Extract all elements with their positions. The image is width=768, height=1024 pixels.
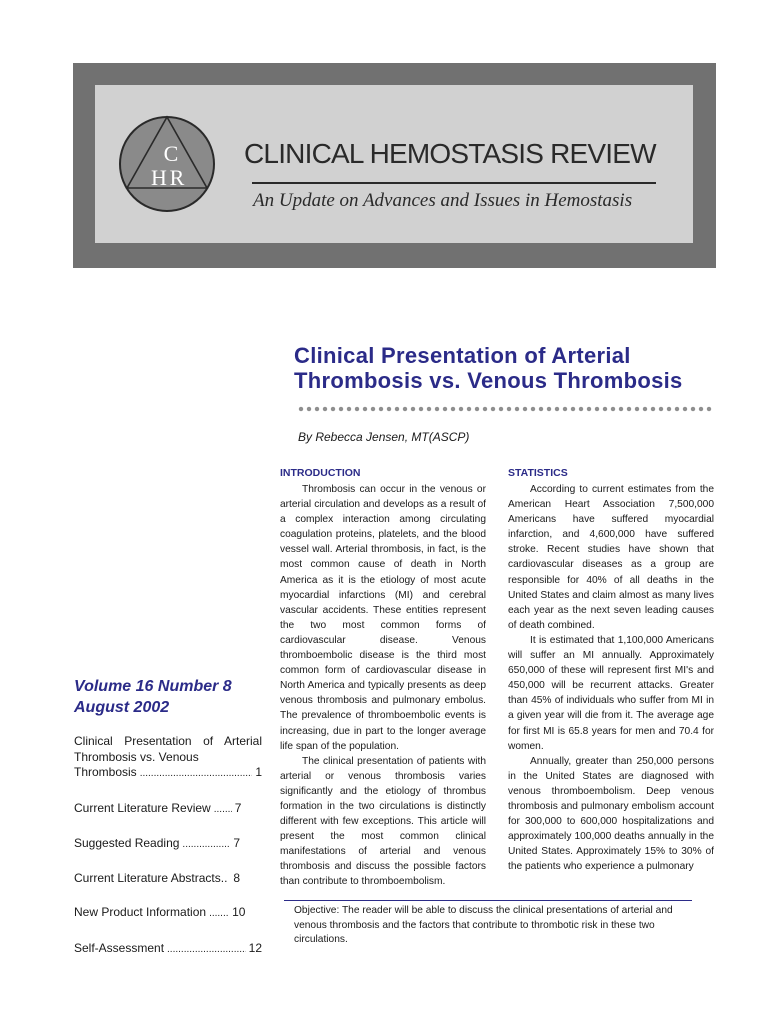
- toc-page-number: 12: [248, 940, 262, 955]
- title-divider: [252, 182, 656, 184]
- author-byline: By Rebecca Jensen, MT(ASCP): [298, 430, 470, 444]
- logo-letter-r: R: [169, 165, 185, 190]
- introduction-section: [280, 466, 486, 890]
- toc-entry-literature-review[interactable]: [74, 801, 262, 818]
- statistics-paragraph: It is estimated that 1,100,000 Americans will suffer an MI annually. Approximately 650,000 of these will represent first MI's and 450,000 will be recurrent attacks. Greater than 45% of individuals who suffer from MI in a given year will die from it. The average age for first MI is 65.8 years for men and 70.4 for women.: [508, 634, 714, 752]
- toc-entry-label: Clinical Presentation of Arterial Thrombosis vs. Venous: [74, 734, 262, 764]
- statistics-heading: STATISTICS: [508, 467, 568, 479]
- toc-entry-label: Current Literature Review: [74, 800, 211, 815]
- toc-page-number: 7: [234, 800, 242, 815]
- toc-entry-label: Suggested Reading: [74, 836, 180, 850]
- introduction-heading: INTRODUCTION: [280, 467, 361, 479]
- toc-leader: [209, 906, 229, 922]
- toc-page-number: 8: [233, 870, 241, 885]
- issue-date: August 2002: [74, 699, 170, 716]
- toc-entry-suggested-reading[interactable]: [74, 836, 262, 853]
- toc-leader: [182, 837, 230, 853]
- journal-title: CLINICAL HEMOSTASIS REVIEW: [244, 138, 656, 169]
- table-of-contents: [74, 734, 262, 957]
- introduction-paragraph: The clinical presentation of patients with arterial or venous thrombosis varies significantly and the etiology of thrombus formation in the two circulations is distinctly different with few exceptions. This article will present the most common clinical manifestations of arterial and venous thrombosis and discuss the possible factors than contribute to thromboembolism.: [280, 755, 486, 888]
- toc-page-number: 7: [233, 836, 241, 850]
- journal-subtitle: An Update on Advances and Issues in Hemostasis: [253, 190, 633, 211]
- toc-entry-literature-abstracts[interactable]: [74, 871, 262, 887]
- statistics-paragraph: Annually, greater than 250,000 persons in the United States are diagnosed with venous thromboembolism. Deep venous thrombosis and pulmonary embolism account for 300,000 to 600,000 hospitalizations and approximately 100,000 deaths annually in the United States. Approximately 15% to 30% of the patients who experience a pulmonary: [508, 755, 714, 873]
- article-title: Clinical Presentation of Arterial Thrombosis vs. Venous Thrombosis: [294, 343, 683, 393]
- toc-leader: [140, 766, 253, 782]
- statistics-paragraph: According to current estimates from the American Heart Association 7,500,000 Americans have suffered myocardial infarction, and 4,600,000 have suffered stroke. Recent studies have shown that cardiovascular diseases as a group are responsible for 40% of all deaths in the United States and claim almost as many lives each year as the next seven leading causes of death combined.: [508, 484, 714, 631]
- toc-page-number: 10: [232, 905, 246, 919]
- issue-volume: Volume 16 Number 8: [74, 678, 232, 695]
- logo-letter-h: H: [151, 165, 167, 190]
- toc-entry-self-assessment[interactable]: [74, 941, 262, 958]
- dotted-divider: [297, 406, 713, 412]
- toc-leader: [167, 942, 246, 958]
- toc-entry-label: Current Literature Abstracts..: [74, 870, 228, 885]
- toc-entry-clinical-presentation[interactable]: [74, 734, 262, 782]
- logo-letter-c: C: [163, 141, 179, 166]
- toc-entry-new-product[interactable]: [74, 905, 262, 922]
- toc-entry-label-last: Thrombosis: [74, 765, 137, 779]
- introduction-paragraph: Thrombosis can occur in the venous or arterial circulation and develops as a result of a complex interaction among circulating coagulation proteins, platelets, and the blood vessel wall. Arterial thrombosis, in fact, is the most common cause of death in North America as it is the etiology of most acute myocardial infarctions (MI) and cerebral vascular accidents. These entities represent the two most common forms of cardiovascular disease. Venous thromboembolic disease is the third most common form of cardiovascular disease in North America and typically presents as deep venous thrombosis and pulmonary embolus. The prevalence of thromboembolic events is increasing, due in part to the longer average life span of the population.: [280, 484, 486, 752]
- toc-entry-label: New Product Information: [74, 905, 207, 919]
- statistics-section: [508, 466, 714, 874]
- chr-logo: [117, 114, 217, 214]
- issue-info: [74, 676, 232, 718]
- toc-entry-label: Self-Assessment: [74, 940, 165, 955]
- toc-page-number: 1: [255, 765, 262, 779]
- toc-leader: [214, 802, 232, 818]
- objective-box: Objective: The reader will be able to discuss the clinical presentations of arterial and venous thrombosis and the factors that contribute to thrombotic risk in these two circulations.: [284, 900, 692, 948]
